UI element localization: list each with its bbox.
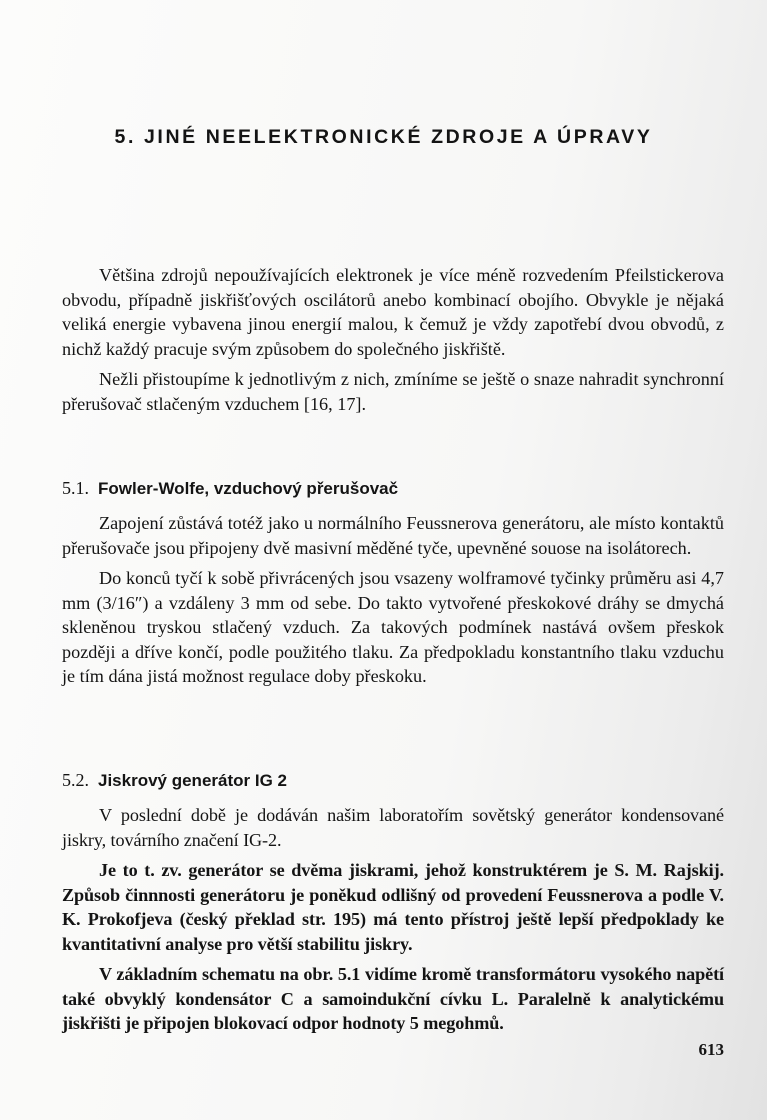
intro-paragraph: Většina zdrojů nepoužívajících elektronek je více méně rozvedením Pfeilstickerova obvodu, případně jiskřišťových oscilátorů anebo kombinací obojího. Obvykle je nějaká veliká energie vybavena jinou energií malou, k čemuž je vždy zapotřebí dvou obvodů, z nichž každý pracuje svým způsobem do společného jiskřiště. — [62, 265, 724, 359]
section-paragraph: Do konců tyčí k sobě přivrácených jsou vsazeny wolframové tyčinky průměru asi 4,7 mm (3/16″) a vzdáleny 3 mm od sebe. Do takto vytvořené přeskokové dráhy se dmychá skleněnou tryskou stlačený vzduch. Za takových podmínek nastává ovšem přeskok později a dříve končí, podle použitého tlaku. Za předpokladu konstantního tlaku vzduchu je tím dána jistá možnost regulace doby přeskoku. — [62, 568, 724, 686]
chapter-title: 5. JINÉ NEELEKTRONICKÉ ZDROJE A ÚPRAVY — [114, 126, 653, 148]
section-paragraph: Je to t. zv. generátor se dvěma jiskrami, jehož konstruktérem je S. M. Rajskij. Způsob činnnosti generátoru je poněkud odlišný od provedení Feussnerova a podle V. K. Prokofjeva (český překlad str. 195) má tento přístroj ještě lepší předpoklady ke kvantitativní analyse pro větší stabilitu jiskry. — [62, 860, 724, 954]
section-number: 5.2. — [62, 770, 89, 790]
section-heading-5-2 — [62, 770, 287, 791]
section-5-1-text — [62, 511, 724, 689]
section-title: Fowler-Wolfe, vzduchový přerušovač — [98, 479, 399, 498]
section-title: Jiskrový generátor IG 2 — [98, 771, 287, 790]
section-paragraph: V základním schematu na obr. 5.1 vidíme kromě transformátoru vysokého napětí také obvyklý kondensátor C a samoindukční cívku L. Paralelně k analytickému jiskřišti je připojen blokovací odpor hodnoty 5 megohmů. — [62, 964, 724, 1033]
section-paragraph: Zapojení zůstává totéž jako u normálního Feussnerova generátoru, ale místo kontaktů přerušovače jsou připojeny dvě masivní měděné tyče, upevněné souose na isolátorech. — [62, 513, 724, 558]
section-heading-5-1 — [62, 478, 398, 499]
intro-paragraph: Nežli přistoupíme k jednotlivým z nich, zmíníme se ještě o snaze nahradit synchronní přerušovač stlačeným vzduchem [16, 17]. — [62, 369, 724, 414]
section-paragraph: V poslední době je dodáván našim laboratořím sovětský generátor kondensované jiskry, továrního značení IG-2. — [62, 805, 724, 850]
section-number: 5.1. — [62, 478, 89, 498]
intro-text — [62, 263, 724, 416]
page-number: 613 — [698, 1040, 724, 1059]
section-5-2-text — [62, 803, 724, 1036]
